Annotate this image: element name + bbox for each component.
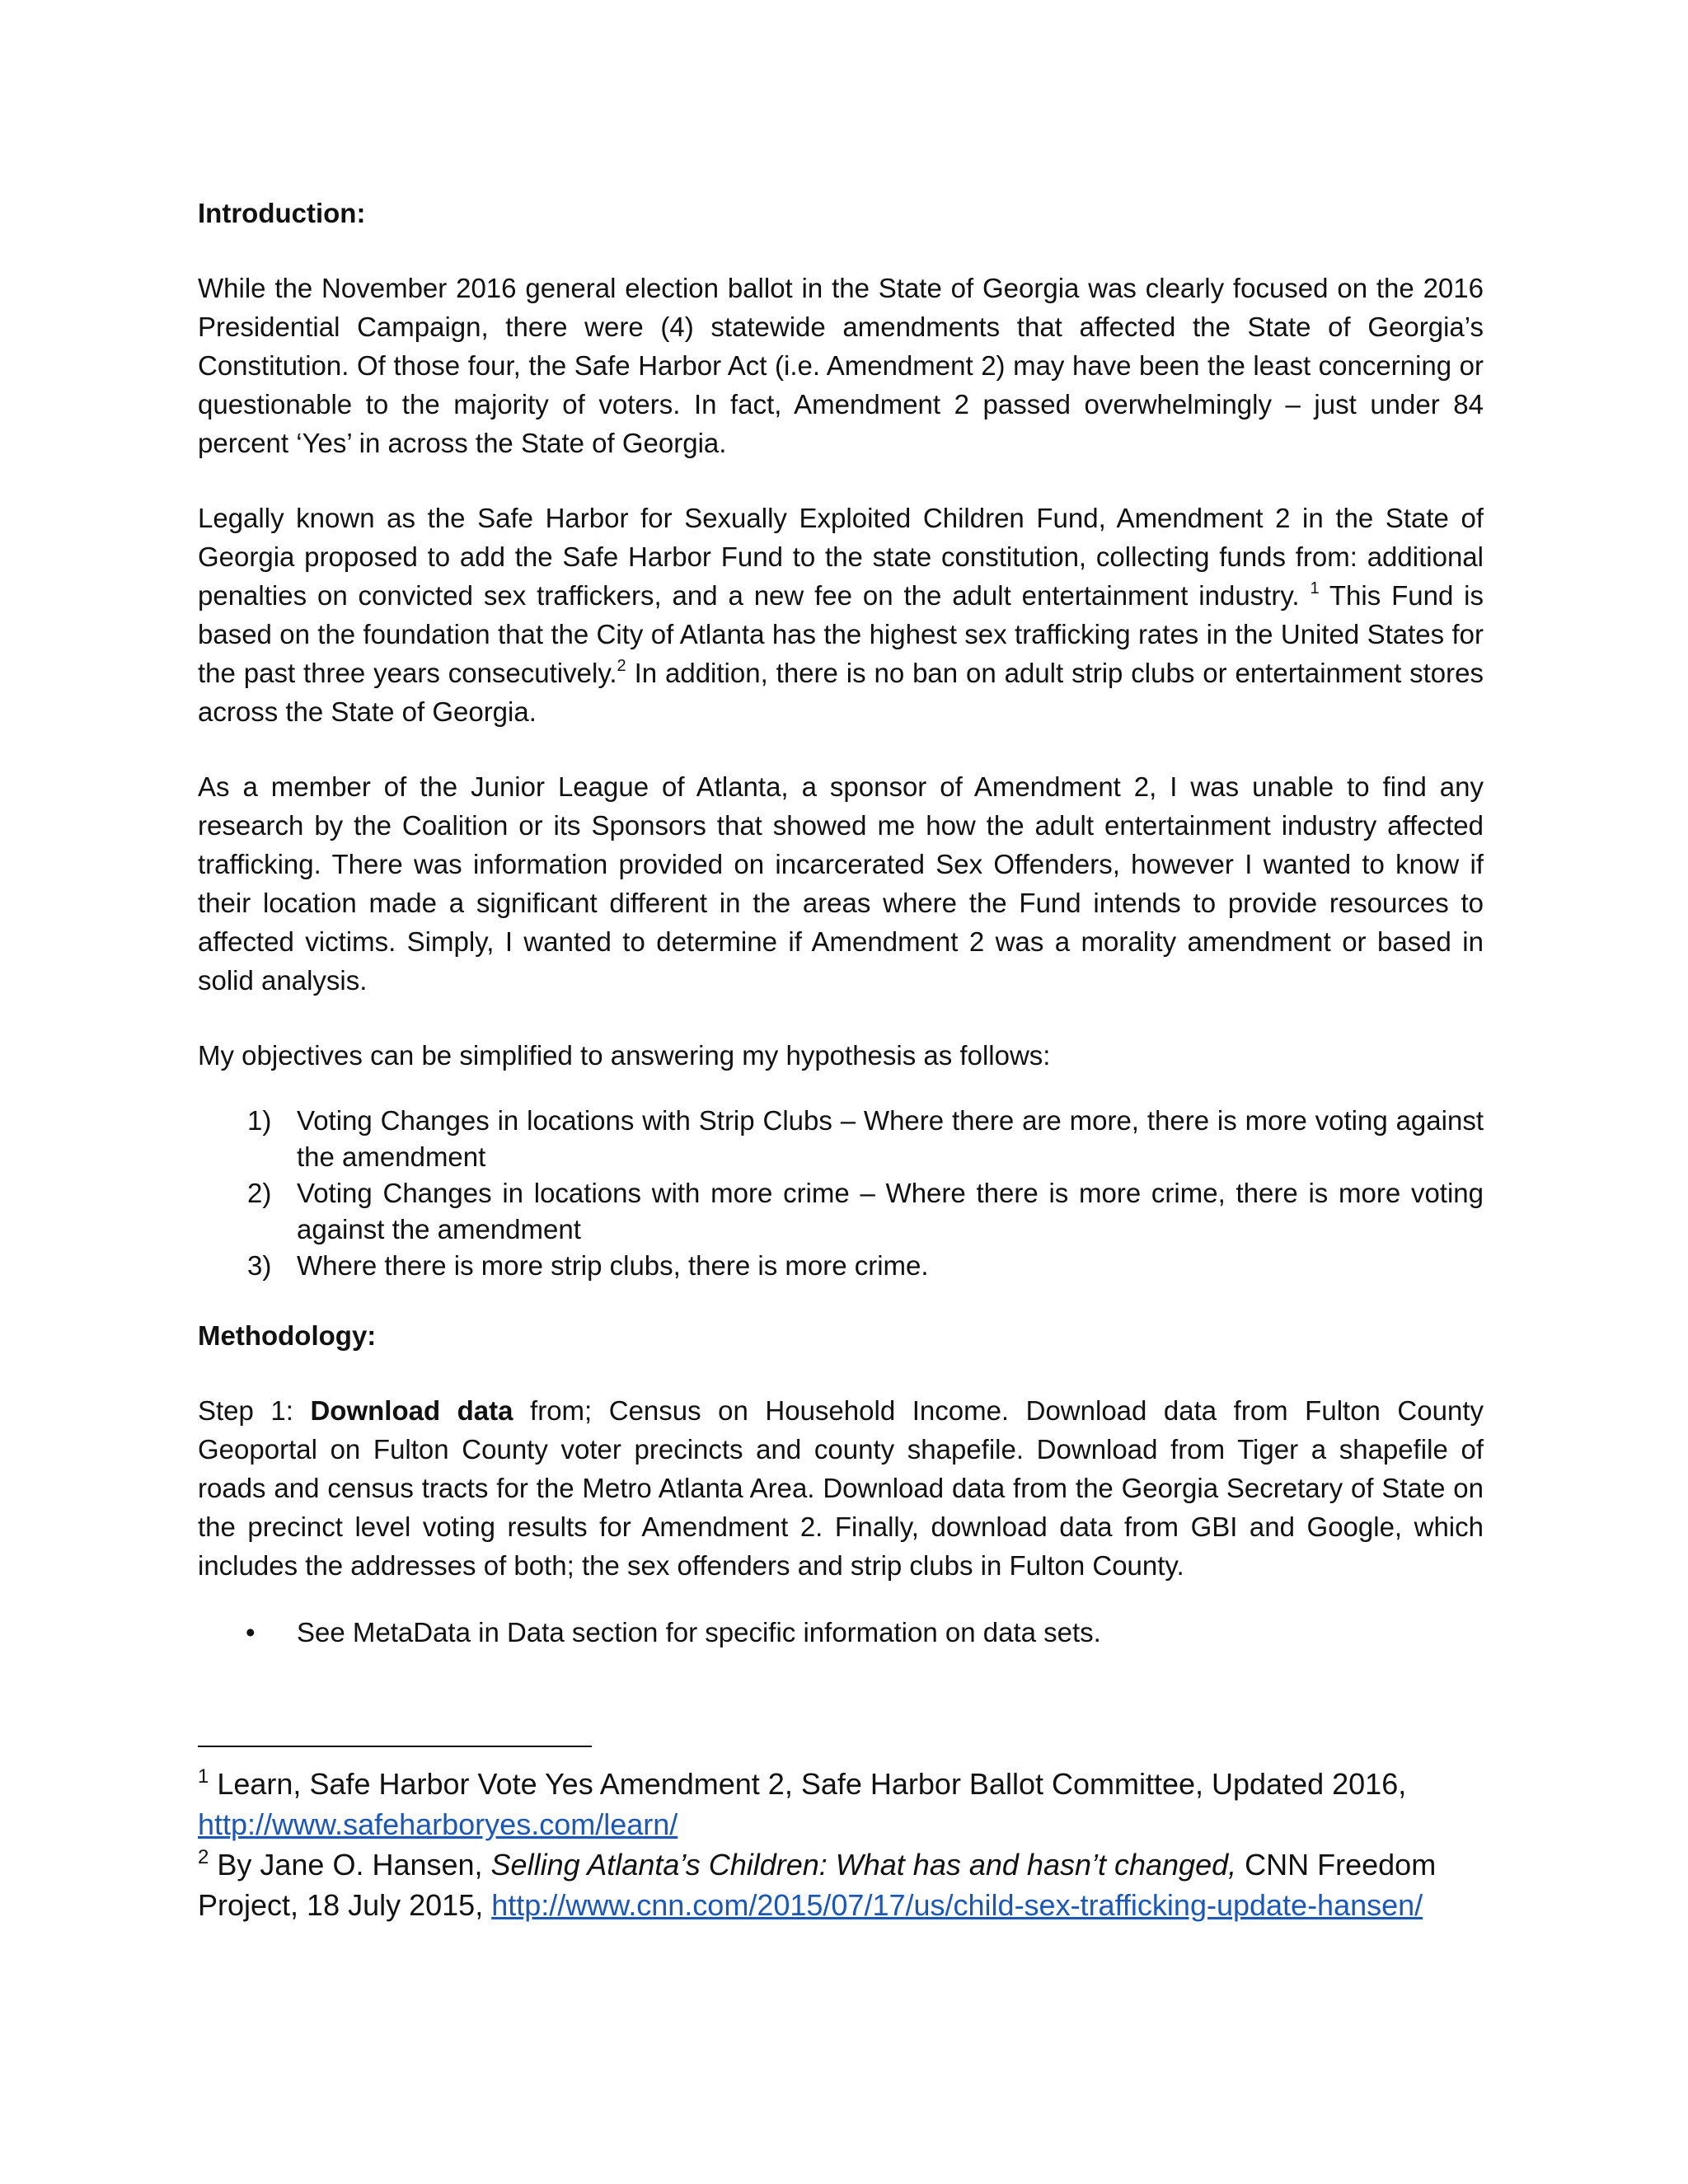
list-item-text: Voting Changes in locations with Strip Clubs – Where there are more, there is more voting against the amendment <box>297 1105 1484 1172</box>
footnote-text: By Jane O. Hansen, <box>209 1848 491 1882</box>
footnotes <box>198 1764 1484 1925</box>
intro-paragraph-2-part-a: Legally known as the Safe Harbor for Sexually Exploited Children Fund, Amendment 2 in the State of Georgia proposed to add the Safe Harbor Fund to the state constitution, collecting funds from: additional penalties on convicted sex traffickers, and a new fee on the adult entertainment industry. <box>198 503 1484 611</box>
list-item <box>198 1248 1484 1284</box>
intro-paragraph-2-part-b: This Fund is based on the foundation that the City of Atlanta has the highest sex trafficking rates in the United States for the past three years consecutively. <box>198 580 1484 688</box>
list-item-number: 3) <box>247 1250 272 1281</box>
methodology-step-1 <box>198 1391 1484 1585</box>
list-item <box>198 1175 1484 1248</box>
step-label: Step 1: <box>198 1395 311 1426</box>
list-item-number: 1) <box>247 1105 272 1136</box>
footnote-text: Learn, Safe Harbor Vote Yes Amendment 2, Safe Harbor Ballot Committee, Updated 2016, <box>209 1767 1407 1801</box>
footnote-ref-2[interactable]: 2 <box>617 657 626 675</box>
step-bold-text: Download data <box>310 1395 513 1426</box>
intro-paragraph-2-part-c: In addition, there is no ban on adult strip clubs or entertainment stores across the State of Georgia. <box>198 658 1484 727</box>
footnote-1-link[interactable]: http://www.safeharboryes.com/learn/ <box>198 1807 678 1841</box>
footnote-2 <box>198 1844 1484 1925</box>
intro-paragraph-1: While the November 2016 general election ballot in the State of Georgia was clearly focused on the 2016 Presidential Campaign, there were (4) statewide amendments that affected the State of Georgia’s Constitution. Of those four, the Safe Harbor Act (i.e. Amendment 2) may have been the least concerning or questionable to the majority of voters. In fact, Amendment 2 passed overwhelmingly – just under 84 percent ‘Yes’ in across the State of Georgia. <box>198 273 1484 458</box>
footnote-title: Selling Atlanta’s Children: What has and hasn’t changed, <box>490 1848 1237 1882</box>
footnote-separator <box>198 1746 592 1747</box>
list-item <box>198 1613 1484 1652</box>
list-item <box>198 1103 1484 1175</box>
bullet-icon: • <box>246 1617 256 1647</box>
footnote-2-link[interactable]: http://www.cnn.com/2015/07/17/us/child-sex-trafficking-update-hansen/ <box>491 1888 1423 1922</box>
intro-paragraph-4: My objectives can be simplified to answering my hypothesis as follows: <box>198 1040 1051 1071</box>
footnote-text: CNN Freedom Project, 18 July 2015, <box>198 1848 1437 1922</box>
document-body <box>198 194 1484 1652</box>
list-item-text: See MetaData in Data section for specific information on data sets. <box>297 1617 1101 1647</box>
footnote-1 <box>198 1764 1484 1844</box>
footnote-number: 1 <box>198 1765 209 1788</box>
footnote-number: 2 <box>198 1846 209 1868</box>
list-item-text: Voting Changes in locations with more crime – Where there is more crime, there is more voting against the amendment <box>297 1178 1484 1244</box>
list-item-text: Where there is more strip clubs, there is more crime. <box>297 1250 929 1281</box>
footnote-ref-1[interactable]: 1 <box>1310 579 1320 598</box>
step-text: from; Census on Household Income. Download data from Fulton County Geoportal on Fulton County voter precincts and county shapefile. Download from Tiger a shapefile of roads and census tracts for the Metro Atlanta Area. Download data from the Georgia Secretary of State on the precinct level voting results for Amendment 2. Finally, download data from GBI and Google, which includes the addresses of both; the sex offenders and strip clubs in Fulton County. <box>198 1395 1484 1581</box>
methodology-bullet-list <box>198 1613 1484 1652</box>
intro-paragraph-2 <box>198 499 1484 731</box>
list-item-number: 2) <box>247 1178 272 1208</box>
intro-paragraph-3: As a member of the Junior League of Atlanta, a sponsor of Amendment 2, I was unable to find any research by the Coalition or its Sponsors that showed me how the adult entertainment industry affected trafficking. There was information provided on incarcerated Sex Offenders, however I wanted to know if their location made a significant different in the areas where the Fund intends to provide resources to affected victims. Simply, I wanted to determine if Amendment 2 was a morality amendment or based in solid analysis. <box>198 771 1484 996</box>
hypothesis-list <box>198 1103 1484 1284</box>
methodology-heading: Methodology: <box>198 1320 377 1351</box>
introduction-heading: Introduction: <box>198 198 366 228</box>
